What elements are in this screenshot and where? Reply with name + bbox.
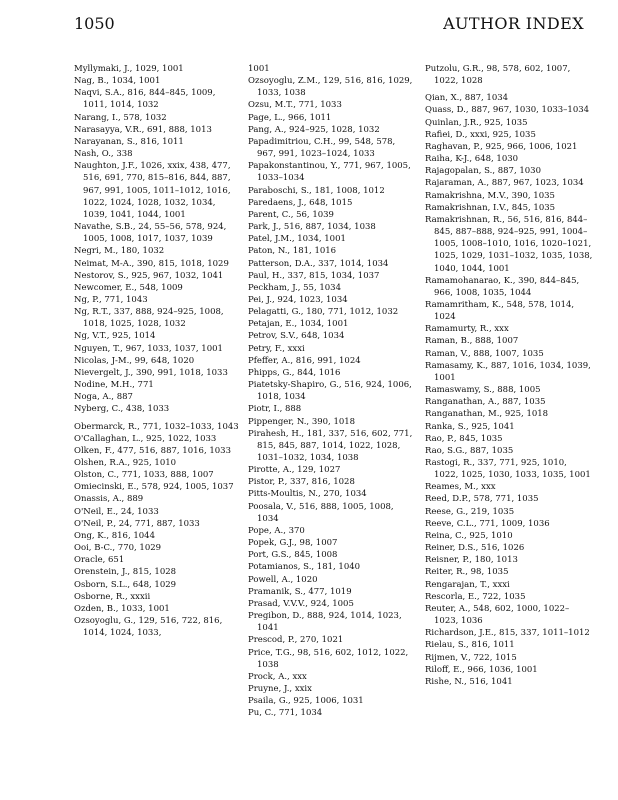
index-entry: Nyberg, C., 438, 1033 bbox=[74, 404, 170, 415]
index-entry: Reiner, D.S., 516, 1026 bbox=[425, 543, 525, 554]
index-entry: Rao, S.G., 887, 1035 bbox=[425, 445, 514, 456]
index-entry: Page, L., 966, 1011 bbox=[248, 112, 332, 123]
index-entry: Paraboschi, S., 181, 1008, 1012 bbox=[248, 185, 385, 196]
index-entry: Oracle, 651 bbox=[74, 555, 125, 566]
index-entry: Newcomer, E., 548, 1009 bbox=[74, 282, 183, 293]
index-entry: Park, J., 516, 887, 1034, 1038 bbox=[248, 222, 376, 233]
index-entry: Ozsu, M.T., 771, 1033 bbox=[248, 100, 342, 111]
index-entry: Navathe, S.B., 24, 55–56, 578, 924, 1005, 1008, 1017, 1037, 1039 bbox=[74, 222, 227, 245]
index-entry: Rengarajan, T., xxxi bbox=[425, 579, 510, 590]
index-entry: Ozden, B., 1033, 1001 bbox=[74, 603, 170, 614]
index-entry: Ramakrishna, M.V., 390, 1035 bbox=[425, 190, 555, 201]
index-entry: Richardson, J.E., 815, 337, 1011–1012 bbox=[425, 628, 590, 639]
index-entry: Reed, D.P., 578, 771, 1035 bbox=[425, 494, 539, 505]
index-entry: Pei, J., 924, 1023, 1034 bbox=[248, 294, 348, 305]
index-entry: Potamianos, S., 181, 1040 bbox=[248, 562, 361, 573]
index-entry: Piotr, I., 888 bbox=[248, 404, 302, 415]
index-entry: Ramakrishnan, R., 56, 516, 816, 844–845, 887–888, 924–925, 991, 1004–1005, 1008–1010, 1016, 1020–1021, 1025, 1029, 1031–1032, 1035, 1038, 1040, 1044, 1001 bbox=[425, 214, 593, 274]
index-entry: Nguyen, T., 967, 1033, 1037, 1001 bbox=[74, 343, 223, 354]
index-entry: Riloff, E., 966, 1036, 1001 bbox=[425, 664, 538, 675]
index-entry: Ng, V.T., 925, 1014 bbox=[74, 331, 156, 342]
index-column-2 bbox=[248, 63, 416, 719]
index-entry: Reuter, A., 548, 602, 1000, 1022–1023, 1036 bbox=[425, 603, 570, 627]
index-entry: Pfeffer, A., 816, 991, 1024 bbox=[248, 355, 361, 366]
index-column-3 bbox=[425, 63, 593, 688]
index-entry: Reina, C., 925, 1010 bbox=[425, 530, 513, 541]
index-entry: Paton, N., 181, 1016 bbox=[248, 246, 337, 257]
index-entry: Paul, H., 337, 815, 1034, 1037 bbox=[248, 270, 380, 281]
index-entry: Prasad, V.V.V., 924, 1005 bbox=[248, 598, 354, 609]
index-entry: Ramamurty, R., xxx bbox=[425, 324, 509, 335]
index-entry: Paredaens, J., 648, 1015 bbox=[248, 197, 353, 208]
index-entry: O'Callaghan, L., 925, 1022, 1033 bbox=[74, 433, 217, 444]
index-entry: Onassis, A., 889 bbox=[74, 494, 144, 505]
index-entry: Omiecinski, E., 578, 924, 1005, 1037 bbox=[74, 482, 234, 493]
index-entry: Rishe, N., 516, 1041 bbox=[425, 676, 513, 687]
index-entry: Narang, I., 578, 1032 bbox=[74, 112, 167, 123]
index-entry: Ramamohanarao, K., 390, 844–845, 966, 1008, 1035, 1044 bbox=[425, 275, 580, 298]
index-entry: Orenstein, J., 815, 1028 bbox=[74, 567, 177, 578]
index-entry: Petry, F., xxxi bbox=[248, 343, 305, 354]
index-entry: Raman, V., 888, 1007, 1035 bbox=[425, 348, 544, 359]
index-entry: Pirahesh, H., 181, 337, 516, 602, 771, 815, 845, 887, 1014, 1022, 1028, 1031–1032, 1034, 1038 bbox=[248, 428, 413, 463]
index-entry: Pruyne, J., xxix bbox=[248, 683, 312, 694]
index-entry: Peckham, J., 55, 1034 bbox=[248, 282, 341, 293]
index-entry: Papakonstantinou, Y., 771, 967, 1005, 1033–1034 bbox=[248, 161, 411, 184]
index-entry: 1001 bbox=[248, 64, 270, 74]
index-entry: Rielau, S., 816, 1011 bbox=[425, 640, 515, 651]
index-entry: Raghavan, P., 925, 966, 1006, 1021 bbox=[425, 141, 578, 152]
index-entry: Port, G.S., 845, 1008 bbox=[248, 550, 338, 561]
index-entry: Ranganathan, M., 925, 1018 bbox=[425, 409, 549, 420]
index-entry: Nestorov, S., 925, 967, 1032, 1041 bbox=[74, 270, 224, 281]
index-entry: Reeve, C.L., 771, 1009, 1036 bbox=[425, 518, 550, 529]
index-entry: Nodine, M.H., 771 bbox=[74, 380, 154, 391]
index-entry: Petajan, E., 1034, 1001 bbox=[248, 319, 349, 330]
index-entry: Powell, A., 1020 bbox=[248, 574, 318, 585]
index-entry: Obermarck, R., 771, 1032–1033, 1043 bbox=[74, 421, 239, 432]
index-entry: Ong, K., 816, 1044 bbox=[74, 530, 156, 541]
index-entry: Reisner, P., 180, 1013 bbox=[425, 555, 518, 566]
index-entry: Ramamritham, K., 548, 578, 1014, 1024 bbox=[425, 299, 575, 323]
index-entry: Papadimitriou, C.H., 99, 548, 578, 967, 991, 1023–1024, 1033 bbox=[248, 136, 396, 160]
index-entry: Olken, F., 477, 516, 887, 1016, 1033 bbox=[74, 445, 231, 456]
index-entry: Ramasamy, K., 887, 1016, 1034, 1039, 1001 bbox=[425, 360, 591, 383]
index-entry: Ozsoyoglu, G., 129, 516, 722, 816, 1014, 1024, 1033, bbox=[74, 616, 223, 639]
index-entry: Ozsoyoglu, Z.M., 129, 516, 816, 1029, 1033, 1038 bbox=[248, 76, 413, 99]
index-entry: Ramakrishnan, I.V., 845, 1035 bbox=[425, 202, 556, 213]
index-entry: Quinlan, J.R., 925, 1035 bbox=[425, 117, 528, 128]
index-entry: Petrov, S.V., 648, 1034 bbox=[248, 331, 345, 342]
index-entry: Prescod, P., 270, 1021 bbox=[248, 635, 344, 646]
index-entry: Naughton, J.F., 1026, xxix, 438, 477, 516, 691, 770, 815–816, 844, 887, 967, 991, 1005, 1011–1012, 1016, 1022, 1024, 1028, 1032, 1034, 1039, 1041, 1044, 1001 bbox=[74, 161, 231, 220]
index-entry: Ranka, S., 925, 1041 bbox=[425, 421, 515, 432]
page-number: 1050 bbox=[74, 14, 115, 33]
index-entry: Pitts-Moultis, N., 270, 1034 bbox=[248, 489, 367, 500]
index-entry: Reiter, R., 98, 1035 bbox=[425, 567, 509, 578]
index-entry: O'Neil, E., 24, 1033 bbox=[74, 506, 159, 517]
index-entry: Pelagatti, G., 180, 771, 1012, 1032 bbox=[248, 307, 399, 318]
index-entry: Negri, M., 180, 1032 bbox=[74, 246, 165, 257]
index-entry: Phipps, G., 844, 1016 bbox=[248, 367, 341, 378]
index-entry: Pippenger, N., 390, 1018 bbox=[248, 416, 356, 427]
index-entry: Pope, A., 370 bbox=[248, 525, 305, 536]
index-column-1 bbox=[74, 63, 242, 639]
index-entry: Pramanik, S., 477, 1019 bbox=[248, 586, 352, 597]
index-entry: Pu, C., 771, 1034 bbox=[248, 708, 323, 719]
index-entry: Patel, J.M., 1034, 1001 bbox=[248, 234, 346, 245]
index-entry: Ooi, B-C., 770, 1029 bbox=[74, 543, 162, 554]
index-entry: Ng, R.T., 337, 888, 924–925, 1008, 1018, 1025, 1028, 1032 bbox=[74, 307, 224, 330]
index-entry: Quass, D., 887, 967, 1030, 1033–1034 bbox=[425, 105, 590, 116]
index-entry: Putzolu, G.R., 98, 578, 602, 1007, 1022, 1028 bbox=[425, 64, 571, 87]
index-entry: Olston, C., 771, 1033, 888, 1007 bbox=[74, 470, 214, 481]
index-entry: Narasayya, V.R., 691, 888, 1013 bbox=[74, 124, 212, 135]
index-entry: Neimat, M-A., 390, 815, 1018, 1029 bbox=[74, 258, 229, 269]
index-entry: Rastogi, R., 337, 771, 925, 1010, 1022, 1025, 1030, 1033, 1035, 1001 bbox=[425, 458, 591, 481]
index-entry: Poosala, V., 516, 888, 1005, 1008, 1034 bbox=[248, 501, 394, 524]
index-entry: Raiha, K-J., 648, 1030 bbox=[425, 154, 519, 165]
index-entry: Rao, P., 845, 1035 bbox=[425, 433, 503, 444]
index-entry: Nievergelt, J., 390, 991, 1018, 1033 bbox=[74, 367, 228, 378]
index-entry: Rajagopalan, S., 887, 1030 bbox=[425, 166, 541, 177]
index-entry: Rescorla, E., 722, 1035 bbox=[425, 591, 526, 602]
index-entry: Parent, C., 56, 1039 bbox=[248, 209, 334, 220]
index-entry: Pang, A., 924–925, 1028, 1032 bbox=[248, 124, 380, 135]
index-entry: Popek, G.J., 98, 1007 bbox=[248, 538, 338, 549]
index-entry: Nag, B., 1034, 1001 bbox=[74, 76, 161, 87]
index-entry: Psaila, G., 925, 1006, 1031 bbox=[248, 696, 364, 707]
index-entry: Raman, B., 888, 1007 bbox=[425, 336, 519, 347]
index-entry: Pistor, P., 337, 816, 1028 bbox=[248, 477, 355, 488]
running-title: AUTHOR INDEX bbox=[443, 14, 584, 33]
index-entry: Piatetsky-Shapiro, G., 516, 924, 1006, 1018, 1034 bbox=[248, 380, 412, 403]
index-entry: O'Neil, P., 24, 771, 887, 1033 bbox=[74, 518, 200, 529]
index-entry: Ng, P., 771, 1043 bbox=[74, 294, 148, 305]
index-entry: Myllymaki, J., 1029, 1001 bbox=[74, 64, 184, 74]
index-entry: Ramaswamy, S., 888, 1005 bbox=[425, 385, 541, 396]
index-entry: Patterson, D.A., 337, 1014, 1034 bbox=[248, 258, 389, 269]
index-entry: Osborn, S.L., 648, 1029 bbox=[74, 579, 177, 590]
index-entry: Noga, A., 887 bbox=[74, 392, 133, 403]
index-entry: Prock, A., xxx bbox=[248, 671, 307, 682]
index-entry: Naqvi, S.A., 816, 844–845, 1009, 1011, 1014, 1032 bbox=[74, 88, 216, 111]
index-entry: Ranganathan, A., 887, 1035 bbox=[425, 397, 546, 408]
index-entry: Qian, X., 887, 1034 bbox=[425, 93, 509, 104]
index-entry: Nash, O., 338 bbox=[74, 149, 133, 160]
index-entry: Rijmen, V., 722, 1015 bbox=[425, 652, 517, 663]
index-entry: Rafiei, D., xxxi, 925, 1035 bbox=[425, 129, 536, 140]
index-entry: Osborne, R., xxxii bbox=[74, 591, 151, 602]
index-entry: Reames, M., xxx bbox=[425, 482, 496, 493]
index-entry: Price, T.G., 98, 516, 602, 1012, 1022, 1038 bbox=[248, 647, 409, 670]
index-entry: Narayanan, S., 816, 1011 bbox=[74, 136, 184, 147]
index-entry: Rajaraman, A., 887, 967, 1023, 1034 bbox=[425, 178, 584, 189]
index-entry: Nicolas, J-M., 99, 648, 1020 bbox=[74, 355, 195, 366]
index-entry: Pirotte, A., 129, 1027 bbox=[248, 465, 341, 476]
index-entry: Olshen, R.A., 925, 1010 bbox=[74, 458, 177, 468]
index-entry: Reese, G., 219, 1035 bbox=[425, 506, 515, 517]
index-entry: Pregibon, D., 888, 924, 1014, 1023, 1041 bbox=[248, 611, 402, 634]
